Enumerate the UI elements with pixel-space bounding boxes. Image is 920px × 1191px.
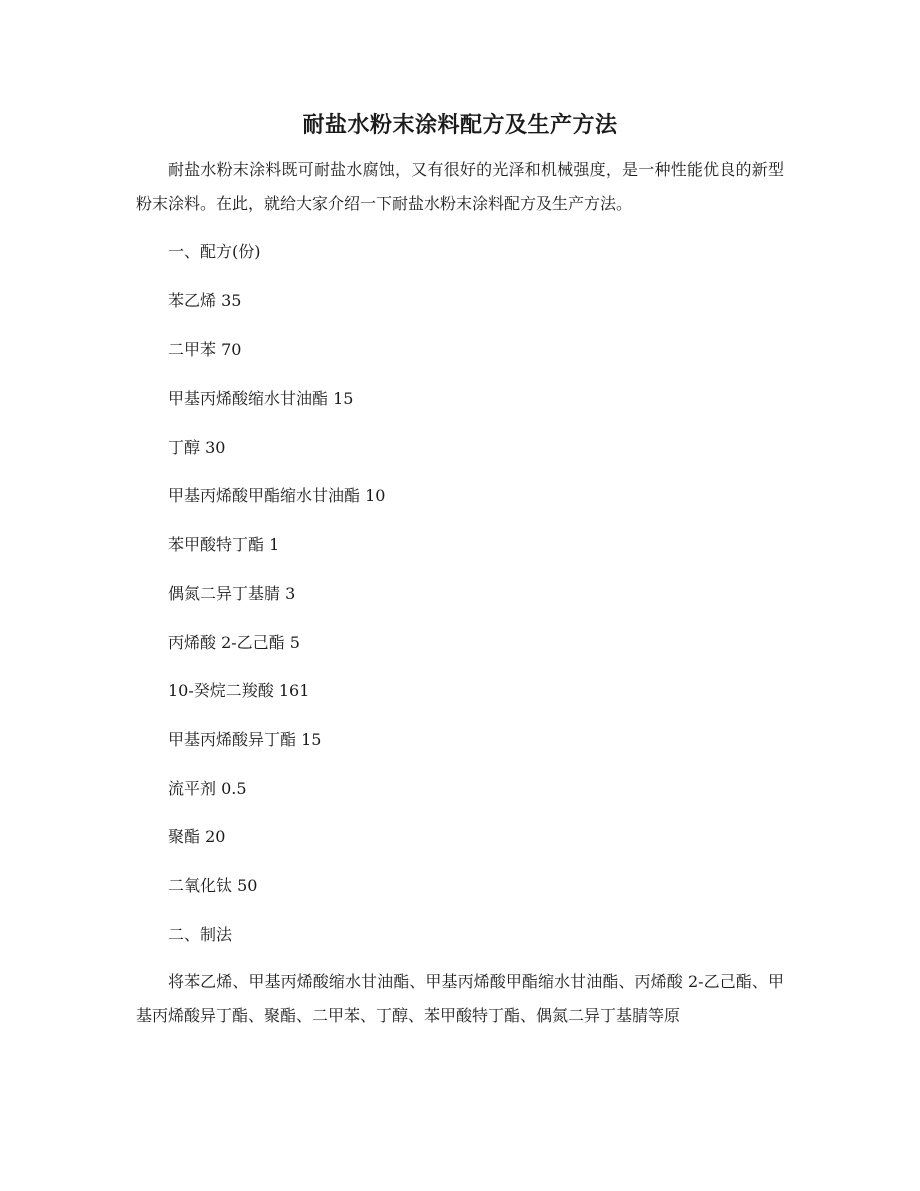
formula-item: 偶氮二异丁基腈 3 [168,584,296,603]
formula-item: 丁醇 30 [168,438,226,457]
formula-item: 丙烯酸 2-乙己酯 5 [168,633,300,652]
formula-item: 甲基丙烯酸异丁酯 15 [168,730,322,749]
formula-item: 聚酯 20 [168,827,226,846]
section-heading-formula: 一、配方(份) [168,242,261,261]
formula-item: 苯甲酸特丁酯 1 [168,535,280,554]
formula-item: 甲基丙烯酸缩水甘油酯 15 [168,389,354,408]
formula-item: 苯乙烯 35 [168,291,242,310]
intro-paragraph: 耐盐水粉末涂料既可耐盐水腐蚀，又有很好的光泽和机械强度，是一种性能优良的新型粉末涂料。在此，就给大家介绍一下耐盐水粉末涂料配方及生产方法。 [136,160,784,213]
formula-item: 10-癸烷二羧酸 161 [168,681,310,700]
section-heading-method: 二、制法 [168,925,233,944]
formula-item: 流平剂 0.5 [168,779,247,798]
method-paragraph: 将苯乙烯、甲基丙烯酸缩水甘油酯、甲基丙烯酸甲酯缩水甘油酯、丙烯酸 2-乙己酯、甲基丙烯酸异丁酯、聚酯、二甲苯、丁醇、苯甲酸特丁酯、偶氮二异丁基腈等原 [136,972,784,1025]
formula-item: 二氧化钛 50 [168,876,258,895]
document-title: 耐盐水粉末涂料配方及生产方法 [302,112,618,138]
formula-item: 二甲苯 70 [168,340,242,359]
formula-item: 甲基丙烯酸甲酯缩水甘油酯 10 [168,486,386,505]
